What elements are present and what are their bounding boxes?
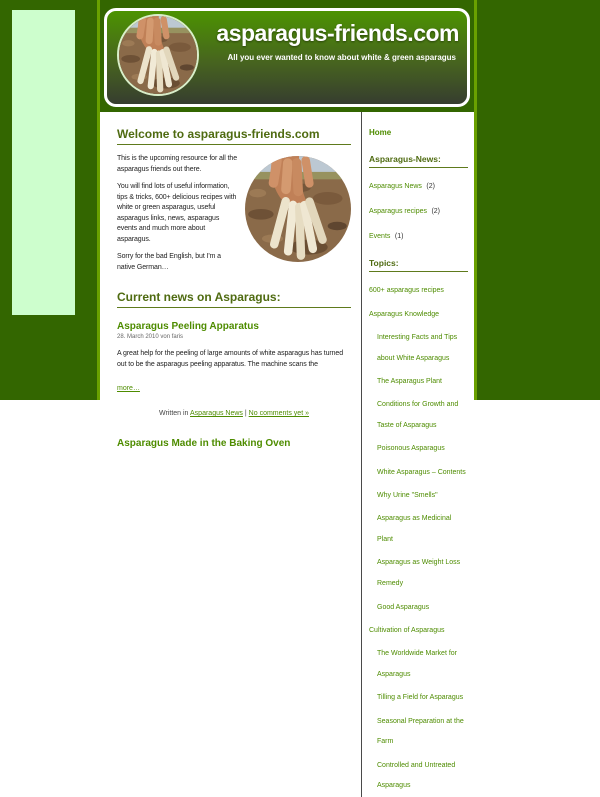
list-item <box>369 278 468 299</box>
topic-link[interactable]: Asparagus Knowledge <box>369 310 440 318</box>
sidebar-topics-list <box>369 278 468 794</box>
more-link[interactable]: more… <box>117 385 140 392</box>
intro-paragraph: Sorry for the bad English, but I'm a native German… <box>117 253 221 271</box>
topic-link[interactable]: The Worldwide Market for Asparagus <box>377 650 458 678</box>
article-title-link[interactable]: Asparagus Made in the Baking Oven <box>117 438 291 449</box>
post-count: (2) <box>431 207 440 215</box>
news-section-heading: Current news on Asparagus: <box>117 290 351 308</box>
asparagus-hands-image <box>119 16 197 94</box>
list-item <box>369 369 468 390</box>
list-item <box>369 595 468 616</box>
written-in-label: Written in <box>159 410 189 417</box>
topic-link[interactable]: The Asparagus Plant <box>377 378 442 386</box>
topic-link[interactable]: Tilling a Field for Asparagus <box>377 694 464 702</box>
list-item <box>369 460 468 481</box>
sidebar-news-heading: Asparagus-News: <box>369 154 468 168</box>
topic-link[interactable]: Poisonous Asparagus <box>377 445 445 453</box>
topic-link[interactable]: White Asparagus – Contents <box>377 468 466 476</box>
list-item <box>369 325 468 367</box>
sidebar-news-list <box>369 174 468 244</box>
sidebar-link[interactable]: Events <box>369 232 391 240</box>
sidebar <box>362 112 474 797</box>
topic-link[interactable]: Interesting Facts and Tips about White Asparagus <box>377 333 458 362</box>
sidebar-link[interactable]: Asparagus recipes <box>369 207 427 215</box>
article-title-link[interactable]: Asparagus Peeling Apparatus <box>117 321 259 332</box>
list-item <box>369 709 468 751</box>
list-item <box>369 174 468 195</box>
topic-link[interactable]: Conditions for Growth and Taste of Asparagus <box>377 401 459 430</box>
topic-link[interactable]: Asparagus as Weight Loss Remedy <box>377 559 461 588</box>
welcome-heading: Welcome to asparagus-friends.com <box>117 127 351 145</box>
topic-link[interactable]: Asparagus as Medicinal Plant <box>377 515 452 544</box>
site-header <box>104 8 470 107</box>
topic-link[interactable]: Good Asparagus <box>377 603 430 611</box>
intro-paragraph: You will find lots of useful information, tips & tricks, 600+ delicious recipes with white or green asparagus, useful asparagus links, news, asparagus events and much more about asparagus. <box>117 183 237 243</box>
intro-section <box>117 154 351 273</box>
list-item <box>369 641 468 683</box>
list-item <box>369 483 468 504</box>
post-count: (1) <box>394 232 404 240</box>
article-meta <box>117 410 351 417</box>
list-item <box>369 199 468 220</box>
article-excerpt: A great help for the peeling of large amounts of white asparagus has turned out to be the asparagus peeling apparatus. The machine scans the <box>117 350 343 368</box>
article-date: 28. March 2010 von faris <box>117 334 184 340</box>
header-asparagus-photo <box>117 14 199 96</box>
sidebar-item-home[interactable]: Home <box>369 128 392 137</box>
list-item <box>369 550 468 592</box>
sidebar-link[interactable]: Asparagus News <box>369 183 422 190</box>
site-tagline: All you ever wanted to know about white & green asparagus <box>227 53 456 62</box>
post-count: (2) <box>426 183 435 190</box>
list-item <box>369 753 468 795</box>
list-item <box>369 392 468 434</box>
topic-link[interactable]: Controlled and Untreated Asparagus <box>377 761 456 790</box>
content-columns <box>100 112 474 797</box>
topic-link[interactable]: Seasonal Preparation at the Farm <box>377 717 464 746</box>
list-item <box>369 685 468 706</box>
list-item <box>369 618 468 639</box>
category-link[interactable]: Asparagus News <box>190 410 243 417</box>
list-item <box>369 302 468 323</box>
topic-link[interactable]: Cultivation of Asparagus <box>369 626 445 634</box>
site-title[interactable]: asparagus-friends.com <box>216 20 459 46</box>
list-item <box>369 224 468 245</box>
topic-link[interactable]: 600+ asparagus recipes <box>369 287 444 295</box>
sidebar-topics-heading: Topics: <box>369 258 468 272</box>
topic-link[interactable]: Why Urine "Smells" <box>377 492 438 500</box>
ad-placeholder <box>12 10 75 315</box>
main-column <box>100 112 362 797</box>
list-item <box>369 506 468 548</box>
meta-separator: | <box>244 410 247 417</box>
asparagus-hands-image <box>245 156 351 262</box>
content-asparagus-photo <box>245 156 351 262</box>
comments-link[interactable]: No comments yet » <box>248 410 309 417</box>
content-wrapper <box>97 0 477 790</box>
header-area <box>100 0 474 112</box>
list-item <box>369 436 468 457</box>
intro-paragraph: This is the upcoming resource for all the asparagus friends out there. <box>117 155 238 173</box>
